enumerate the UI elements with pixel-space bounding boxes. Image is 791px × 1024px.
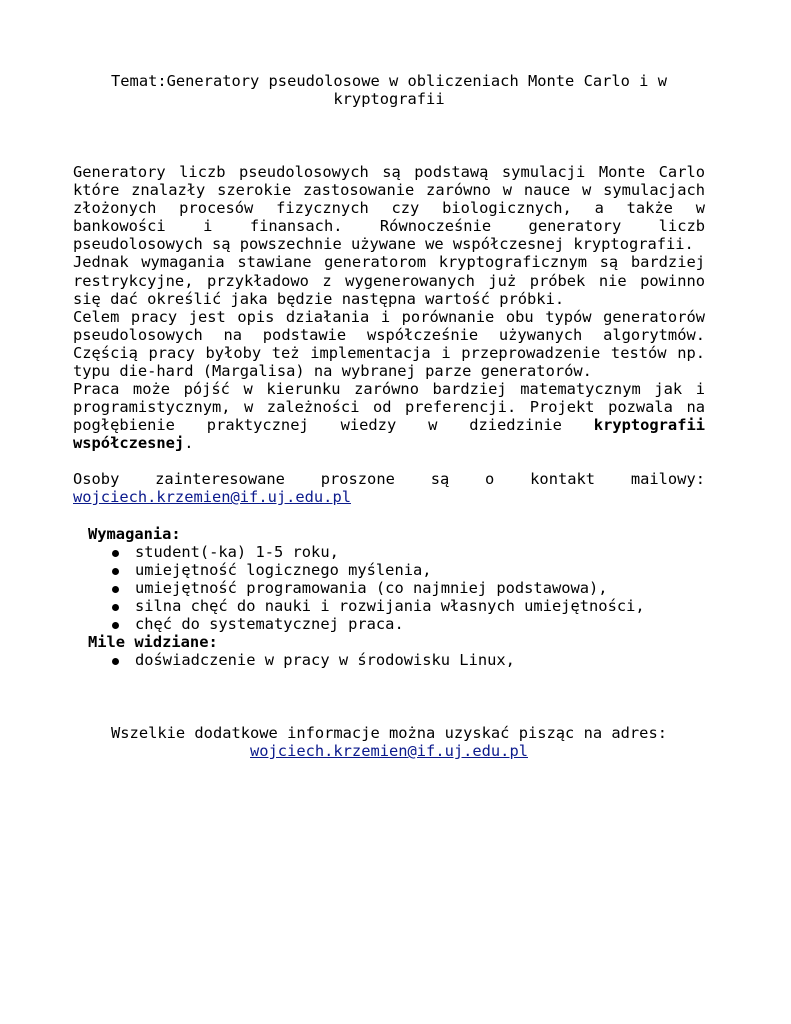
title-line: Temat:Generatory pseudolosowe w obliczeniach Monte Carlo i w xyxy=(111,72,667,90)
body-line: typu die-hard (Margalisa) na wybranej parze generatorów. xyxy=(73,362,592,381)
bold-phrase: kryptografii xyxy=(593,416,705,435)
body-line: bankowości i finansach. Równocześnie generatory liczb xyxy=(73,217,705,236)
nice-to-have-list xyxy=(106,651,515,669)
body-paragraph xyxy=(73,163,705,453)
list-item: umiejętność logicznego myślenia, xyxy=(106,561,645,579)
list-item: silna chęć do nauki i rozwijania własnych umiejętności, xyxy=(106,597,645,615)
contact-paragraph xyxy=(73,470,705,506)
body-line: Praca może pójść w kierunku zarówno bardziej matematycznym jak i xyxy=(73,380,705,399)
list-item: doświadczenie w pracy w środowisku Linux, xyxy=(106,651,515,669)
body-line: pseudolosowych są powszechnie używane we współczesnej kryptografii. xyxy=(73,235,694,254)
body-line: Jednak wymagania stawiane generatorom kryptograficznym są bardziej xyxy=(73,253,705,272)
body-line xyxy=(73,434,705,452)
footer-note xyxy=(73,724,705,760)
body-line: pseudolosowych na podstawie współcześnie używanych algorytmów. xyxy=(73,325,705,344)
bold-phrase: współczesnej xyxy=(73,434,185,453)
document-title xyxy=(73,72,705,108)
bullet-icon xyxy=(112,586,119,593)
requirements-heading: Wymagania: xyxy=(88,525,181,543)
bullet-icon xyxy=(112,622,119,629)
bullet-icon xyxy=(112,658,119,665)
contact-text: Osoby zainteresowane proszone są o kontakt mailowy: xyxy=(73,470,705,488)
footer-email-line xyxy=(73,742,705,760)
body-line: się dać określić jaka będzie następna wartość próbki. xyxy=(73,289,565,308)
list-item: student(-ka) 1-5 roku, xyxy=(106,543,645,561)
body-line xyxy=(73,416,705,434)
footer-text: Wszelkie dodatkowe informacje można uzyskać pisząc na adres: xyxy=(111,724,667,742)
body-line: złożonych procesów fizycznych czy biologicznych, a także w xyxy=(73,199,705,218)
list-item: umiejętność programowania (co najmniej podstawowa), xyxy=(106,579,645,597)
bullet-icon xyxy=(112,550,119,557)
requirements-list xyxy=(106,543,645,633)
title-line: kryptografii xyxy=(333,90,445,108)
contact-line xyxy=(73,488,705,506)
body-line: restrykcyjne, przykładowo z wygenerowanych już próbek nie powinno xyxy=(73,271,705,290)
contact-email-link[interactable]: wojciech.krzemien@if.uj.edu.pl xyxy=(73,488,351,507)
footer-email-link[interactable]: wojciech.krzemien@if.uj.edu.pl xyxy=(250,742,528,760)
body-line: programistycznym, w zależności od preferencji. Projekt pozwala na xyxy=(73,398,705,417)
list-item: chęć do systematycznej praca. xyxy=(106,615,645,633)
bullet-icon xyxy=(112,604,119,611)
bullet-icon xyxy=(112,568,119,575)
body-line: Generatory liczb pseudolosowych są podstawą symulacji Monte Carlo xyxy=(73,163,705,181)
body-line: które znalazły szerokie zastosowanie zarówno w nauce w symulacjach xyxy=(73,181,705,200)
body-line: Częścią pracy byłoby też implementacja i przeprowadzenie testów np. xyxy=(73,343,705,362)
period: . xyxy=(184,434,194,453)
body-line: Celem pracy jest opis działania i porównanie obu typów generatorów xyxy=(73,307,705,326)
nice-to-have-heading: Mile widziane: xyxy=(88,633,218,651)
body-text: pogłębienie praktycznej wiedzy w dziedzinie xyxy=(73,416,562,435)
